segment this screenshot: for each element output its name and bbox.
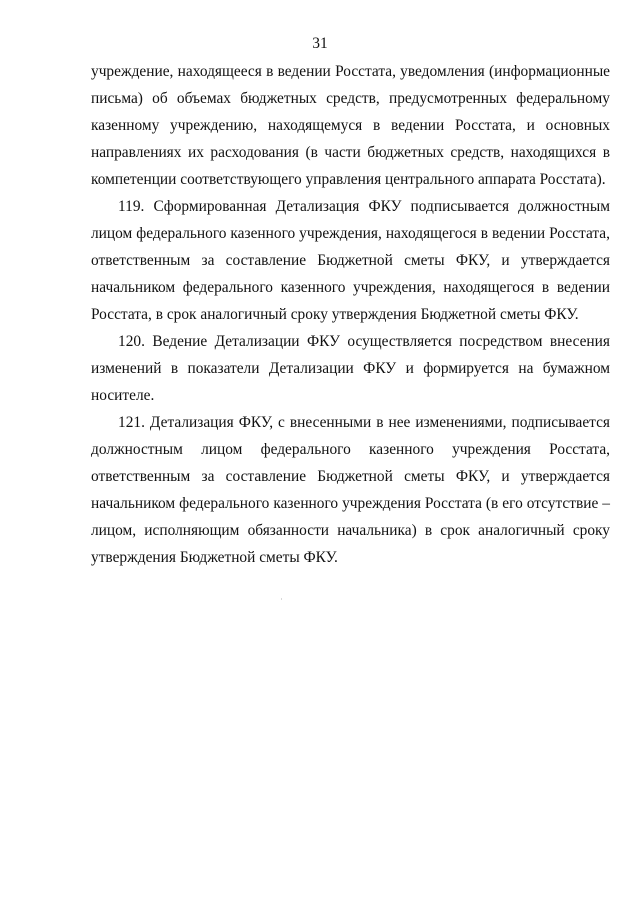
paragraph-item-119 [91, 193, 610, 328]
text-line: 120. Ведение Детализации ФКУ осуществляется посредством внесения [118, 333, 610, 350]
text-line: ответственным за составление Бюджетной сметы ФКУ, и утверждается [91, 252, 610, 269]
paragraph-continuation [91, 58, 610, 193]
text-line: направлениях их расходования (в части бюджетных средств, находящихся в [91, 144, 610, 161]
text-line: 121. Детализация ФКУ, с внесенными в нее изменениями, подписывается [118, 414, 610, 431]
document-body [91, 58, 610, 571]
text-line: 119. Сформированная Детализация ФКУ подписывается должностным [118, 198, 610, 215]
text-line: ответственным за составление Бюджетной сметы ФКУ, и утверждается [91, 468, 610, 485]
text-line: письма) об объемах бюджетных средств, предусмотренных федеральному [91, 90, 610, 107]
paragraph-item-121 [91, 409, 610, 571]
text-line: должностным лицом федерального казенного учреждения Росстата, [91, 441, 610, 458]
text-line: казенному учреждению, находящемуся в ведении Росстата, и основных [91, 117, 610, 134]
text-line: учреждение, находящееся в ведении Росстата, уведомления (информационные [91, 63, 610, 80]
text-line: компетенции соответствующего управления центрального аппарата Росстата). [91, 171, 606, 188]
text-line: утверждения Бюджетной сметы ФКУ. [91, 549, 338, 566]
scan-speck [281, 598, 282, 600]
text-line: начальником федерального казенного учреждения Росстата (в его отсутствие – [91, 495, 610, 512]
text-line: изменений в показатели Детализации ФКУ и формируется на бумажном [91, 360, 610, 377]
text-line: лицом федерального казенного учреждения, находящегося в ведении Росстата, [91, 225, 610, 242]
text-line: Росстата, в срок аналогичный сроку утверждения Бюджетной сметы ФКУ. [91, 306, 579, 323]
text-line: носителе. [91, 387, 155, 404]
text-line: лицом, исполняющим обязанности начальника) в срок аналогичный сроку [91, 522, 610, 539]
text-line: начальником федерального казенного учреждения, находящегося в ведении [91, 279, 610, 296]
page-number: 31 [312, 35, 328, 52]
paragraph-item-120 [91, 328, 610, 409]
